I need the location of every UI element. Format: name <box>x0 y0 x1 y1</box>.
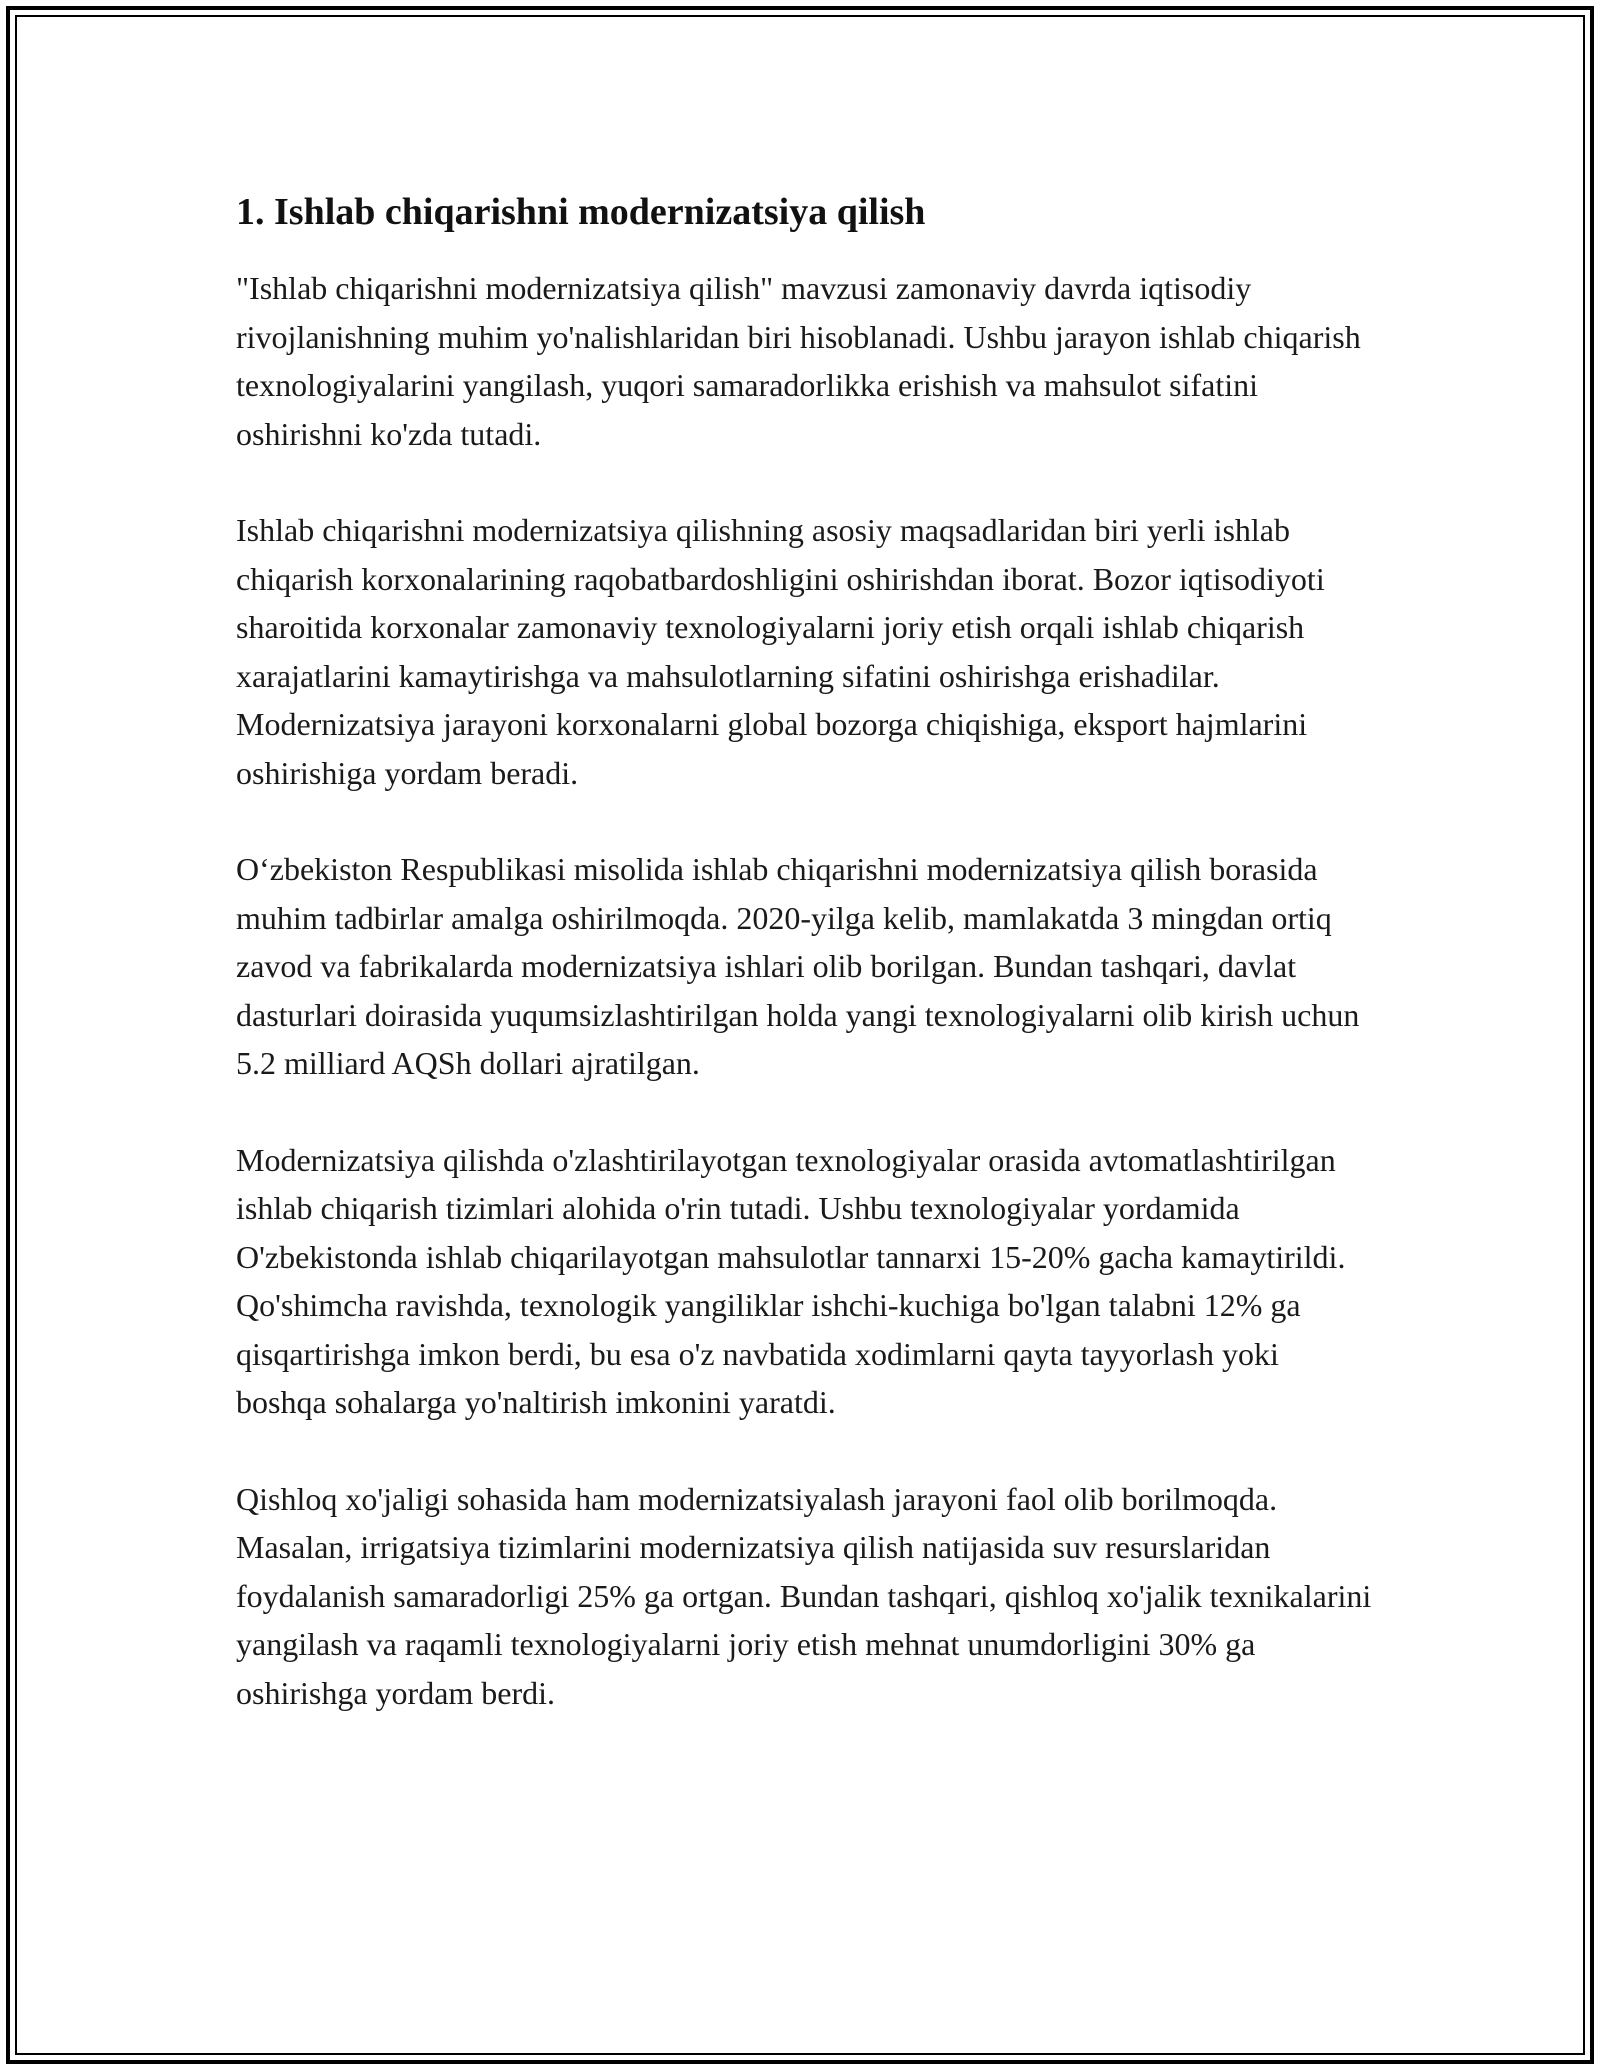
paragraph-agriculture: Qishloq xo'jaligi sohasida ham modernizatsiyalash jarayoni faol olib borilmoqda. Masalan, irrigatsiya tizimlarini modernizatsiya qilish natijasida suv resurslaridan foydalanish samaradorligi 25% ga ortgan. Bundan tashqari, qishloq xo'jalik texnikalarini yangilash va raqamli texnologiyalarni joriy etish mehnat unumdorligini 30% ga oshirishga yordam berdi. <box>236 1480 1372 1711</box>
paragraph-uzbekistan: Oʻzbekiston Respublikasi misolida ishlab chiqarishni modernizatsiya qilish borasida muhim tadbirlar amalga oshirilmoqda. 2020-yilga kelib, mamlakatda 3 mingdan ortiq zavod va fabrikalarda modernizatsiya ishlari olib borilgan. Bundan tashqari, davlat dasturlari doirasida yuqumsizlashtirilgan holda yangi texnologiyalarni olib kirish uchun 5.2 milliard AQSh dollari ajratilgan. <box>236 851 1360 1081</box>
document-body <box>236 186 1376 1765</box>
paragraph-intro: "Ishlab chiqarishni modernizatsiya qilish" mavzusi zamonaviy davrda iqtisodiy rivojlanishning muhim yo'nalishlaridan biri hisoblanadi. Ushbu jarayon ishlab chiqarish texnologiyalarini yangilash, yuqori samaradorlikka erishish va mahsulot sifatini oshirishni ko'zda tutadi. <box>236 270 1361 452</box>
paragraph-automation: Modernizatsiya qilishda o'zlashtirilayotgan texnologiyalar orasida avtomatlashtirilgan ishlab chiqarish tizimlari alohida o'rin tutadi. Ushbu texnologiyalar yordamida O'zbekistonda ishlab chiqarilayotgan mahsulotlar tannarxi 15-20% gacha kamaytirildi. Qo'shimcha ravishda, texnologik yangiliklar ishchi-kuchiga bo'lgan talabni 12% ga qisqartirishga imkon berdi, bu esa o'z navbatida xodimlarni qayta tayyorlash yoki boshqa sohalarga yo'naltirish imkonini yaratdi. <box>236 1141 1346 1420</box>
document-title: 1. Ishlab chiqarishni modernizatsiya qilish <box>236 191 926 233</box>
paragraph-goals: Ishlab chiqarishni modernizatsiya qilishning asosiy maqsadlaridan biri yerli ishlab chiqarish korxonalarining raqobatbardoshligini oshirishdan iborat. Bozor iqtisodiyoti sharoitida korxonalar zamonaviy texnologiyalarni joriy etish orqali ishlab chiqarish xarajatlarini kamaytirishga va mahsulotlarning sifatini oshirishga erishadilar. Modernizatsiya jarayoni korxonalarni global bozorga chiqishiga, eksport hajmlarini oshirishiga yordam beradi. <box>236 512 1325 791</box>
